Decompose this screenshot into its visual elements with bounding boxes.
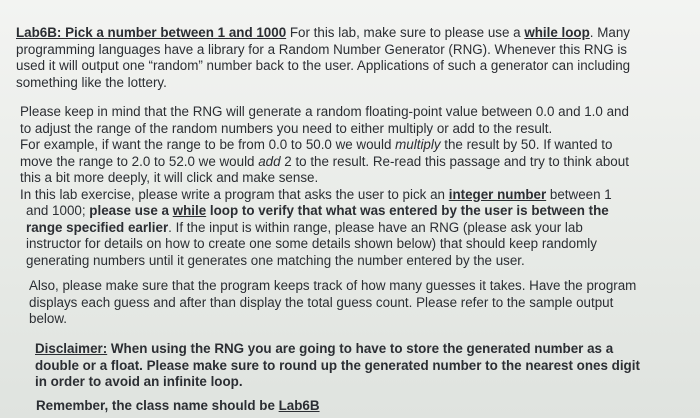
details-line-2: to adjust the range of the random numbers you need to either multiply or add to the result. xyxy=(20,120,553,136)
details-line-3: For example, if want the range to be from 0.0 to 50.0 we would multiply the result by 50. If wanted to xyxy=(20,137,613,152)
reminder-paragraph xyxy=(36,398,320,415)
disclaimer-line-2: double or a float. Please make sure to round up the generated number to the nearest ones digit xyxy=(35,357,640,373)
tracking-line-2: displays each guess and after than display the total guess count. Please refer to the sample output xyxy=(29,294,614,310)
tracking-paragraph xyxy=(29,278,636,328)
tracking-line-1: Also, please make sure that the program keeps track of how many guesses it takes. Have the program xyxy=(29,278,637,293)
details-line-5: this a bit more deeply, it will click and make sense. xyxy=(20,170,319,185)
class-name: Lab6B xyxy=(278,398,320,413)
details-line-6: In this lab exercise, please write a program that asks the user to pick an integer number between 1 xyxy=(20,186,612,202)
details-paragraph xyxy=(20,104,629,269)
disclaimer-line-3: in order to avoid an infinite loop. xyxy=(35,374,243,389)
intro-line-3: used it will output one “random” number back to the user. Applications of such a generator can including xyxy=(16,58,631,73)
tracking-line-3: below. xyxy=(29,311,67,326)
details-line-1: Please keep in mind that the RNG will generate a random floating-point value between 0.0 and 1.0 and xyxy=(20,104,629,119)
disclaimer-line-1: Disclaimer: When using the RNG you are going to have to store the generated number as a xyxy=(35,341,614,356)
details-line-7: and 1000; please use a while loop to verify that what was entered by the user is between the xyxy=(26,203,609,218)
reminder-line: Remember, the class name should be Lab6B xyxy=(36,398,320,413)
while-emphasis: while xyxy=(172,203,207,218)
details-line-8: range specified earlier. If the input is within range, please have an RNG (please ask your lab xyxy=(26,219,583,235)
intro-line-1: Lab6B: Pick a number between 1 and 1000 For this lab, make sure to please use a while loop. Many xyxy=(16,25,630,40)
while-loop-emphasis: while loop xyxy=(524,25,590,40)
details-line-4: move the range to 2.0 to 52.0 we would add 2 to the result. Re-read this passage and try to think about xyxy=(20,153,629,169)
details-line-10: generating numbers until it generates one matching the number entered by the user. xyxy=(26,252,525,268)
add-emphasis: add xyxy=(258,153,281,169)
details-line-9: instructor for details on how to create one some details shown below) that should keep randomly xyxy=(26,236,597,251)
range-emphasis: range specified earlier xyxy=(26,219,169,235)
intro-line-4: something like the lottery. xyxy=(16,74,167,90)
integer-number-emphasis: integer number xyxy=(448,186,547,202)
disclaimer-paragraph xyxy=(35,341,640,391)
intro-line-2: programming languages have a library for a Random Number Generator (RNG). Whenever this RNG is xyxy=(16,41,628,57)
lab-title: Lab6B: Pick a number between 1 and 1000 xyxy=(16,25,287,40)
multiply-emphasis: multiply xyxy=(395,137,441,152)
disclaimer-label: Disclaimer: xyxy=(35,341,108,356)
intro-paragraph xyxy=(16,25,630,91)
